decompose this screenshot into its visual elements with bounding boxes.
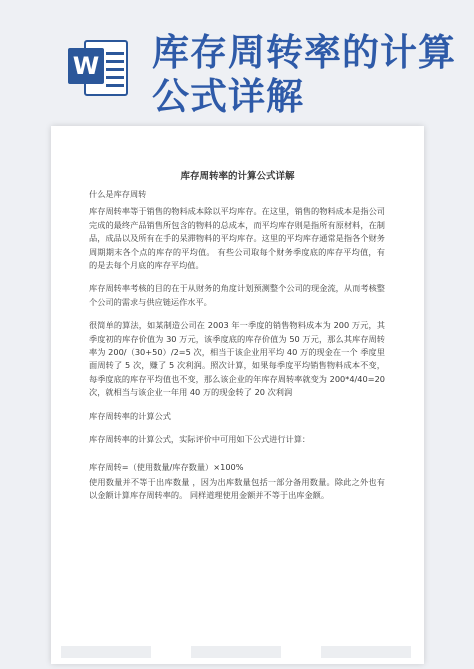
body-paragraph: 库存周转率考核的目的在于从财务的角度计划预测整个公司的现金流，从而考核整个公司的需求与供应链运作水平。: [89, 283, 385, 307]
word-logo-letter: W: [68, 48, 104, 84]
word-document-icon: [68, 36, 130, 98]
document-title: 库存周转率的计算公式详解: [180, 171, 295, 182]
banner-title-line-1: 库存周转率的计算: [152, 31, 456, 74]
document-page: [51, 126, 424, 664]
watermark-strip: [61, 646, 151, 658]
document-body: [89, 188, 385, 513]
watermark-strip: [191, 646, 281, 658]
watermark-strip: [321, 646, 411, 658]
body-paragraph: 库存周转率的计算公式，实际评价中可用如下公式进行计算：: [89, 434, 311, 445]
body-paragraph: 库存周转率等于销售的物料成本除以平均库存。在这里，销售的物料成本是指公司完成的最终产品销售所包含的物料的总成本，而平均库存则是指所有原材料，在制品，成品以及所有在手的呆滞物料的平均库存。这里的平均库存通常是指各个财务周期期末各个点的库存的平均值。 有些公司取每个财务季度底的库存平均值，有的是去每个月底的库存平均值。: [89, 206, 385, 271]
formula-line: 库存周转=（使用数量/库存数量）×100%: [89, 461, 244, 472]
section-heading: 库存周转率的计算公式: [89, 410, 171, 421]
header-banner: [0, 0, 474, 128]
body-paragraph: 很简单的算法，如某制造公司在 2003 年一季度的销售物料成本为 200 万元，其季度初的库存价值为 30 万元，该季度底的库存价值为 50 万元，那么其库存周转率为 200/（30+50）/2=5 次，相当于该企业用平均 40 万的现金在一个 季度里面周转了 5 次，赚了 5 次利润。照次计算，如果每季度平均销售物料成本不变，每季度底的库存平均值也不变，那么该企业的年库存周转率就变为 200*4/40=20 次，就相当与该企业一年用 40 万的现金转了 20 次利润: [89, 320, 385, 398]
body-paragraph: 使用数量并不等于出库数量 ，因为出库数量包括一部分备用数量。除此之外也有以金额计算库存周转率的。 同样道理使用金额并不等于出库金额。: [89, 476, 385, 501]
banner-title-line-2: 公式详解: [152, 75, 304, 118]
section-heading: 什么是库存周转: [89, 189, 147, 199]
